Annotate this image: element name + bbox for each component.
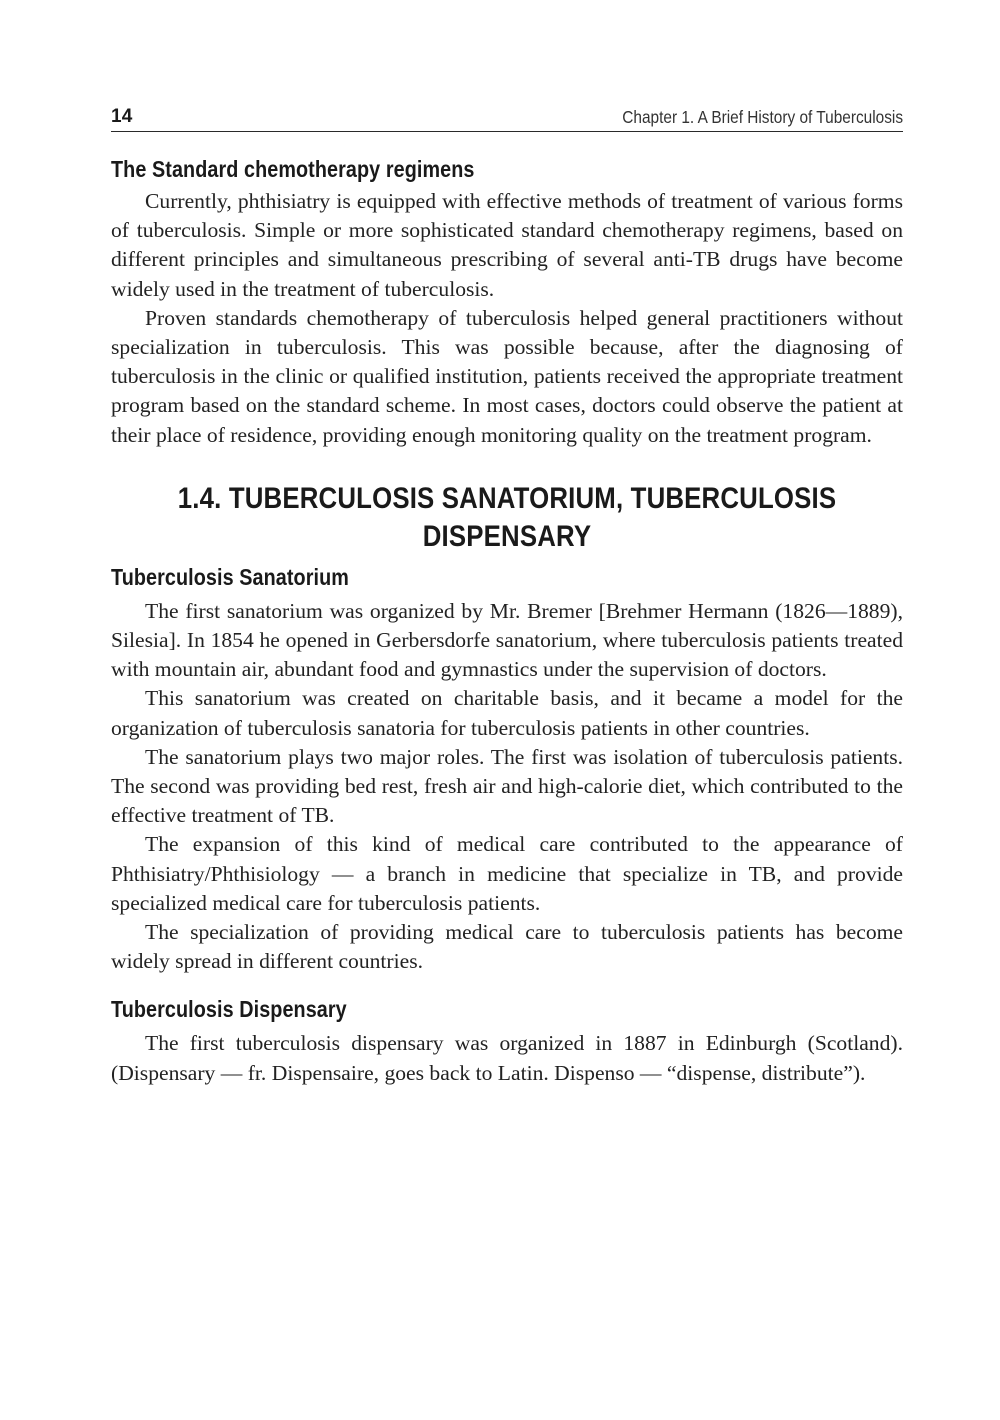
paragraph: The first tuberculosis dispensary was organized in 1887 in Edinburgh (Scotland). (Dispensary — fr. Dispensaire, goes back to Latin. Dispenso — “dispense, distribute”). <box>111 1031 903 1085</box>
page-number: 14 <box>111 106 133 127</box>
paragraph: The first sanatorium was organized by Mr. Bremer [Brehmer Hermann (1826—1889), Silesia]. In 1854 he opened in Gerbersdorfe sanatorium, where tuberculosis patients treated with mountain air, abundant food and gymnastics under the supervision of doctors. <box>111 598 903 682</box>
chapter-title: Chapter 1. A Brief History of Tuberculosis <box>622 107 903 127</box>
paragraph: The sanatorium plays two major roles. The first was isolation of tuberculosis patients. The second was providing bed rest, fresh air and high-calorie diet, which contributed to the effective treatment of TB. <box>111 744 903 828</box>
paragraph: The specialization of providing medical care to tuberculosis patients has become widely spread in different countries. <box>111 920 903 974</box>
section-title: 1.4. TUBERCULOSIS SANATORIUM, TUBERCULOSIS DISPENSARY <box>177 481 837 553</box>
heading-standard-regimens: The Standard chemotherapy regimens <box>111 156 475 182</box>
paragraph: Proven standards chemotherapy of tuberculosis helped general practitioners without specialization in tuberculosis. This was possible because, after the diagnosing of tuberculosis in the clinic or qualified institution, patients received the appropriate treatment program based on the standard scheme. In most cases, doctors could observe the patient at their place of residence, providing enough monitoring quality on the treatment program. <box>111 305 903 447</box>
heading-sanatorium: Tuberculosis Sanatorium <box>111 563 349 590</box>
book-page <box>111 100 903 1088</box>
heading-dispensary: Tuberculosis Dispensary <box>111 996 347 1023</box>
paragraph: This sanatorium was created on charitable basis, and it became a model for the organization of tuberculosis sanatoria for tuberculosis patients in other countries. <box>111 686 903 740</box>
running-header <box>111 100 903 132</box>
paragraph: The expansion of this kind of medical care contributed to the appearance of Phthisiatry/Phthisiology — a branch in medicine that specialize in TB, and provide specialized medical care for tuberculosis patients. <box>111 832 903 915</box>
paragraph: Currently, phthisiatry is equipped with effective methods of treatment of various forms of tuberculosis. Simple or more sophisticated standard chemotherapy regimens, based on different principles and simultaneous prescribing of several anti-TB drugs have become widely used in the treatment of tuberculosis. <box>111 189 903 301</box>
